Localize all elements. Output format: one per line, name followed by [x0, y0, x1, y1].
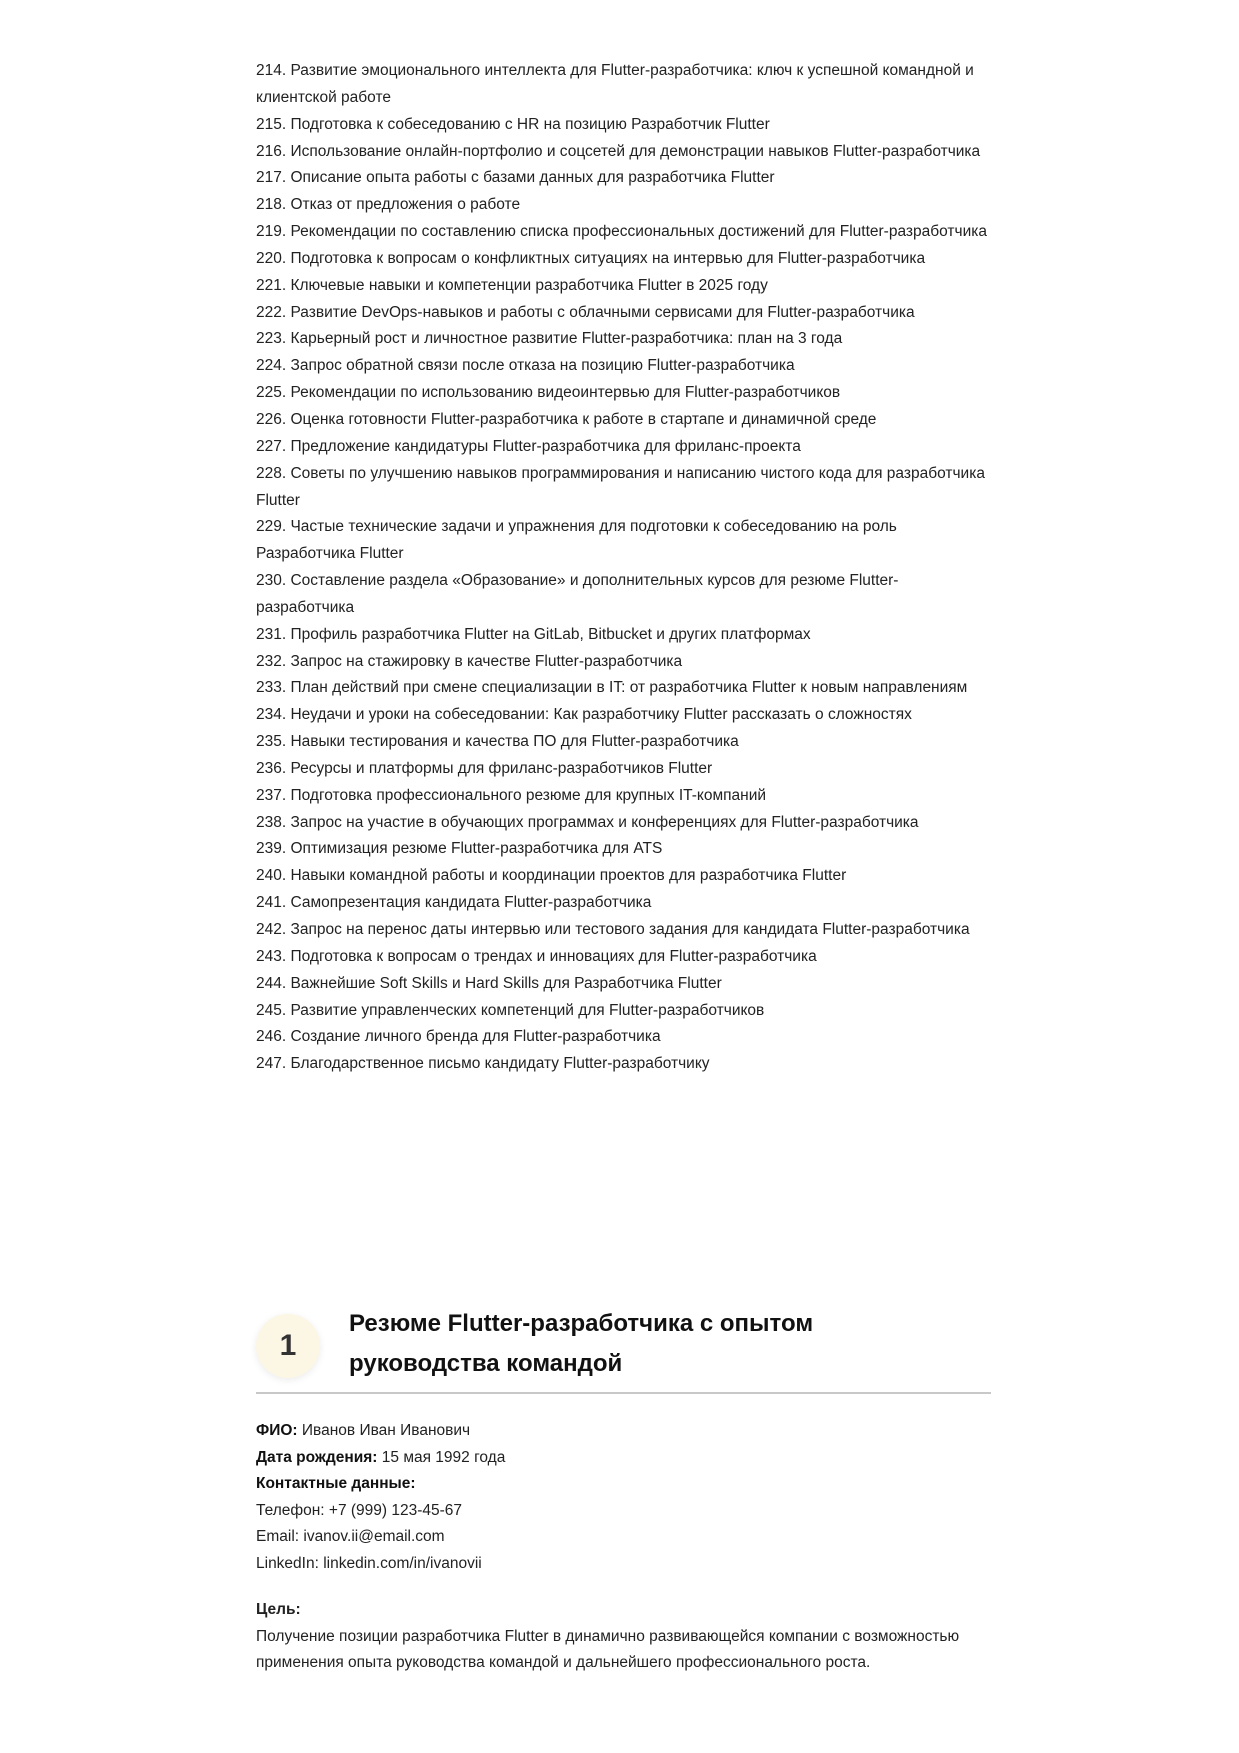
list-item[interactable]: 223. Карьерный рост и личностное развитие Flutter-разработчика: план на 3 года: [256, 330, 843, 348]
list-item[interactable]: 222. Развитие DevOps-навыков и работы с облачными сервисами для Flutter-разработчика: [256, 303, 915, 321]
article-list: [256, 58, 996, 1078]
list-item[interactable]: 236. Ресурсы и платформы для фриланс-разработчиков Flutter: [256, 759, 713, 777]
phone: Телефон: +7 (999) 123-45-67: [256, 1501, 463, 1519]
list-item[interactable]: 218. Отказ от предложения о работе: [256, 196, 521, 214]
goal-label: Цель:: [256, 1601, 301, 1618]
list-item[interactable]: 245. Развитие управленческих компетенций для Flutter-разработчиков: [256, 1001, 765, 1019]
list-item[interactable]: 238. Запрос на участие в обучающих программах и конференциях для Flutter-разработчика: [256, 813, 919, 831]
list-item[interactable]: 225. Рекомендации по использованию видеоинтервью для Flutter-разработчиков: [256, 384, 841, 402]
name-label: ФИО:: [256, 1422, 298, 1439]
contacts-label: Контактные данные:: [256, 1475, 416, 1493]
list-item[interactable]: 242. Запрос на перенос даты интервью или тестового задания для кандидата Flutter-разработчика: [256, 921, 970, 938]
email: Email: ivanov.ii@email.com: [256, 1528, 445, 1546]
list-item[interactable]: 247. Благодарственное письмо кандидату Flutter-разработчику: [256, 1055, 710, 1073]
birth-label: Дата рождения:: [256, 1448, 378, 1466]
section-number-badge: 1: [256, 1314, 320, 1378]
name-row: [256, 1418, 996, 1445]
list-item[interactable]: 229. Частые технические задачи и упражнения для подготовки к собеседованию на роль Разработчика Flutter: [256, 518, 897, 563]
birth-row: [256, 1445, 996, 1472]
linkedin: LinkedIn: linkedin.com/in/ivanovii: [256, 1554, 482, 1572]
list-item[interactable]: 217. Описание опыта работы с базами данных для разработчика Flutter: [256, 169, 775, 187]
list-item[interactable]: 224. Запрос обратной связи после отказа на позицию Flutter-разработчика: [256, 357, 795, 375]
list-item[interactable]: 240. Навыки командной работы и координации проектов для разработчика Flutter: [256, 867, 847, 885]
list-item[interactable]: 227. Предложение кандидатуры Flutter-разработчика для фриланс-проекта: [256, 437, 801, 455]
list-item[interactable]: 219. Рекомендации по составлению списка профессиональных достижений для Flutter-разработчика: [256, 223, 987, 241]
list-item[interactable]: 237. Подготовка профессионального резюме для крупных IT-компаний: [256, 786, 767, 804]
list-item[interactable]: 246. Создание личного бренда для Flutter-разработчика: [256, 1028, 661, 1046]
list-item[interactable]: 226. Оценка готовности Flutter-разработчика к работе в стартапе и динамичной среде: [256, 410, 877, 428]
list-item[interactable]: 220. Подготовка к вопросам о конфликтных ситуациях на интервью для Flutter-разработчика: [256, 249, 926, 267]
list-item[interactable]: 244. Важнейшие Soft Skills и Hard Skills для Разработчика Flutter: [256, 974, 722, 992]
section-header: [256, 1300, 991, 1394]
list-item[interactable]: 235. Навыки тестирования и качества ПО для Flutter-разработчика: [256, 733, 739, 751]
contacts-row: [256, 1471, 996, 1498]
list-item[interactable]: 231. Профиль разработчика Flutter на GitLab, Bitbucket и других платформах: [256, 625, 811, 643]
list-item[interactable]: 215. Подготовка к собеседованию с HR на позицию Разработчик Flutter: [256, 115, 770, 133]
goal-section: [256, 1597, 996, 1677]
list-item[interactable]: 243. Подготовка к вопросам о трендах и инновациях для Flutter-разработчика: [256, 947, 817, 965]
list-item[interactable]: 232. Запрос на стажировку в качестве Flutter-разработчика: [256, 652, 683, 670]
list-item[interactable]: 241. Самопрезентация кандидата Flutter-разработчика: [256, 894, 652, 912]
list-item[interactable]: 221. Ключевые навыки и компетенции разработчика Flutter в 2025 году: [256, 276, 768, 294]
goal-text: Получение позиции разработчика Flutter в динамично развивающейся компании с возможностью применения опыта руководства командой и дальнейшего профессионального роста.: [256, 1627, 960, 1672]
name-value: Иванов Иван Иванович: [297, 1422, 471, 1439]
list-item[interactable]: 233. План действий при смене специализации в IT: от разработчика Flutter к новым направлениям: [256, 679, 968, 697]
personal-info: [256, 1418, 996, 1578]
birth-value: 15 мая 1992 года: [377, 1448, 506, 1466]
list-item[interactable]: 234. Неудачи и уроки на собеседовании: Как разработчику Flutter рассказать о сложностях: [256, 706, 912, 724]
list-item[interactable]: 239. Оптимизация резюме Flutter-разработчика для ATS: [256, 840, 663, 858]
list-item[interactable]: 214. Развитие эмоционального интеллекта для Flutter-разработчика: ключ к успешной командной и клиентской работе: [256, 62, 974, 106]
section-title: Резюме Flutter-разработчика с опытом руководства командой: [349, 1310, 814, 1377]
list-item[interactable]: 216. Использование онлайн-портфолио и соцсетей для демонстрации навыков Flutter-разработчика: [256, 142, 981, 160]
list-item[interactable]: 230. Составление раздела «Образование» и дополнительных курсов для резюме Flutter-разработчика: [256, 572, 899, 616]
list-item[interactable]: 228. Советы по улучшению навыков программирования и написанию чистого кода для разработчика Flutter: [256, 464, 985, 509]
